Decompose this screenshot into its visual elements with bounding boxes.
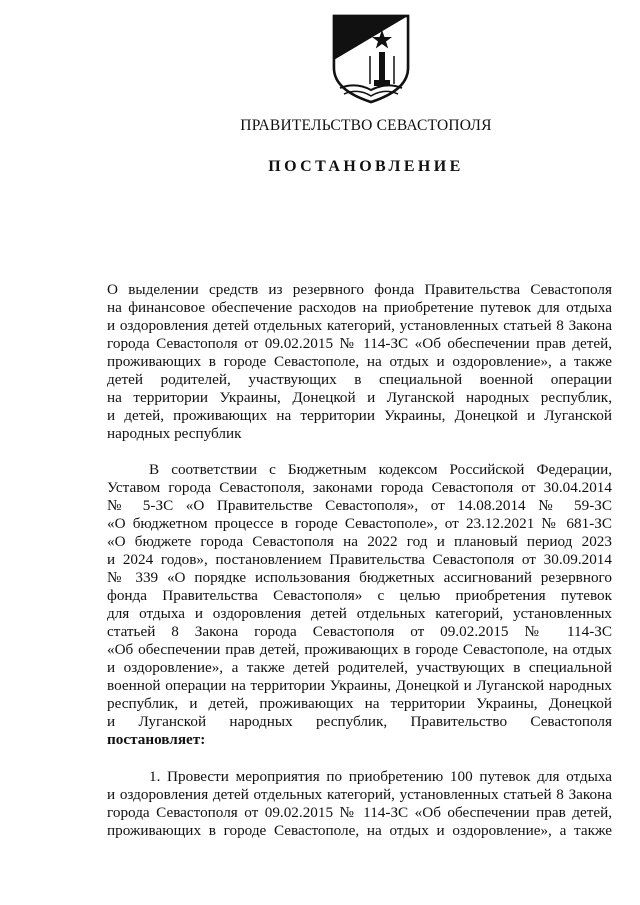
preamble-line: и 2024 годов», постановлением Правительства Севастополя от 30.09.2014 [107,551,612,568]
preamble-line: военной операции на территории Украины, Донецкой и Луганской народных [107,677,612,694]
resolves-word: постановляет: [107,731,206,748]
preamble-line: для отдыха и оздоровления детей отдельных категорий, установленных [107,605,612,622]
preamble-line: и Луганской народных республик, Правительство Севастополя [107,713,612,730]
subject-line: детей родителей, участвующих в специальной военной операции [107,371,612,388]
preamble-line: статьей 8 Закона города Севастополя от 09.02.2015 № 114-ЗС [107,623,612,640]
item-line: города Севастополя от 09.02.2015 № 114-ЗС «Об обеспечении прав детей, [107,804,612,821]
document-type: ПОСТАНОВЛЕНИЕ [268,158,464,175]
subject-line: и детей, проживающих на территории Украины, Донецкой и Луганской [107,407,612,424]
subject-line: на территории Украины, Донецкой и Луганской народных республик, [107,389,612,406]
subject-line: проживающих в городе Севастополе, на отдых и оздоровление», а также [107,353,612,370]
item-line: проживающих в городе Севастополе, на отдых и оздоровление», а также [107,822,612,839]
preamble-line: Уставом города Севастополя, законами города Севастополя от 30.04.2014 [107,479,612,496]
item-line: 1. Провести мероприятия по приобретению 100 путевок для отдыха [149,768,612,785]
preamble-line: № 339 «О порядке использования бюджетных ассигнований резервного [107,569,612,586]
item-line: и оздоровления детей отдельных категорий, установленных статьей 8 Закона [107,786,612,803]
preamble-line: и оздоровление», а также детей родителей, участвующих в специальной [107,659,612,676]
preamble-line: республик, и детей, проживающих на территории Украины, Донецкой [107,695,612,712]
preamble-line: «Об обеспечении прав детей, проживающих в городе Севастополе, на отдых [107,641,612,658]
subject-line: народных республик [107,425,242,442]
preamble-line: № 5-ЗС «О Правительстве Севастополя», от 14.08.2014 № 59-ЗС [107,497,612,514]
preamble-line: «О бюджетном процессе в городе Севастополе», от 23.12.2021 № 681-ЗС [107,515,612,532]
preamble-line: «О бюджете города Севастополя на 2022 год и плановый период 2023 [107,533,612,550]
preamble-line: В соответствии с Бюджетным кодексом Российской Федерации, [149,461,612,478]
preamble-line: фонда Правительства Севастополя» с целью приобретения путевок [107,587,612,604]
subject-line: О выделении средств из резервного фонда Правительства Севастополя [107,281,612,298]
subject-line: и оздоровления детей отдельных категорий, установленных статьей 8 Закона [107,317,612,334]
government-title: ПРАВИТЕЛЬСТВО СЕВАСТОПОЛЯ [240,117,492,134]
sevastopol-coat-of-arms-icon [330,12,412,104]
subject-line: на финансовое обеспечение расходов на приобретение путевок для отдыха [107,299,612,316]
subject-line: города Севастополя от 09.02.2015 № 114-ЗС «Об обеспечении прав детей, [107,335,612,352]
